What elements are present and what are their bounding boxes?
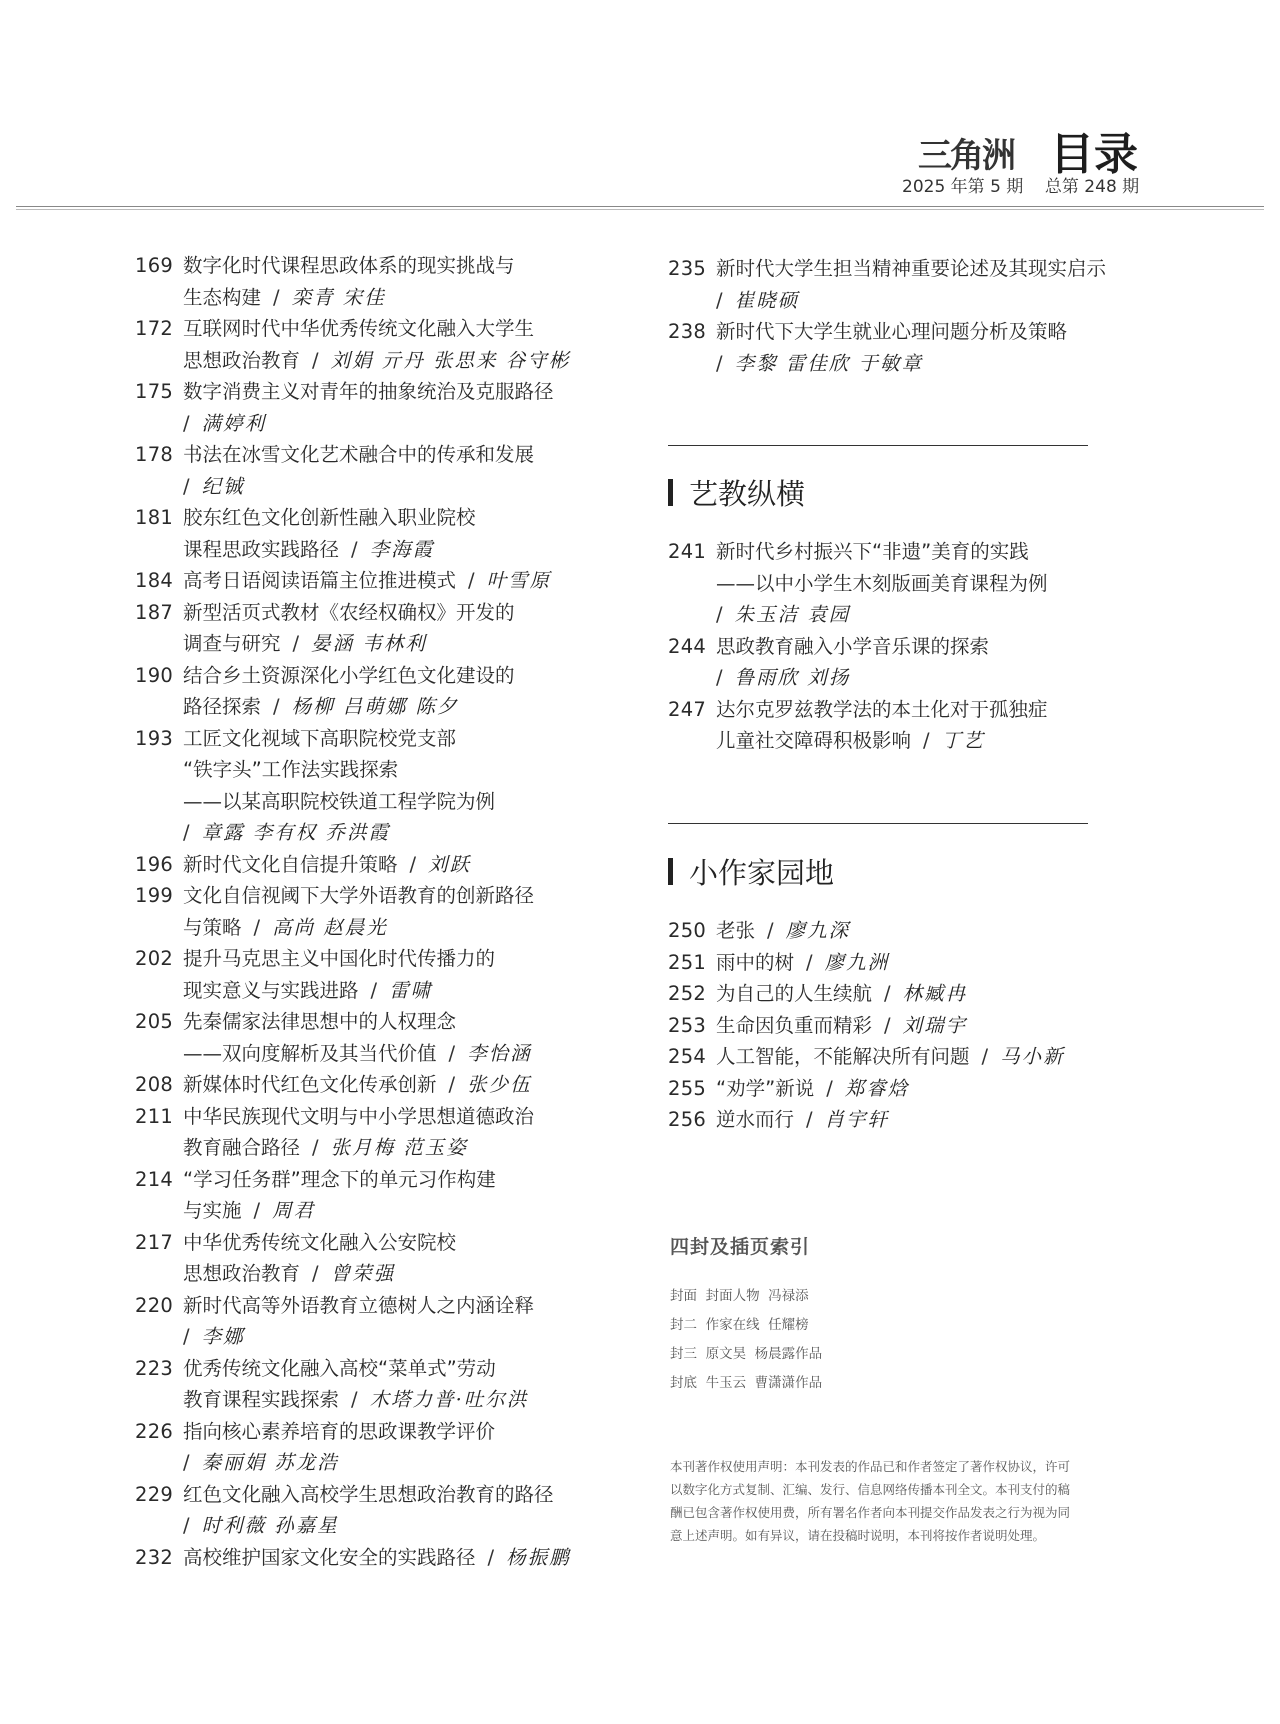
toc-line <box>135 597 595 629</box>
toc-line <box>135 534 595 566</box>
author-separator: / <box>981 1045 989 1068</box>
article-title: 文化自信视阈下大学外语教育的创新路径 <box>183 884 535 907</box>
toc-line <box>668 285 1128 317</box>
author-separator: / <box>409 852 417 876</box>
article-title: 指向核心素养培育的思政课教学评价 <box>183 1419 496 1443</box>
article-title: 书法在冰雪文化艺术融合中的传承和发展 <box>183 443 535 466</box>
toc-line <box>135 1447 595 1479</box>
author-names: 晏涵 韦林利 <box>311 632 427 655</box>
toc-entry <box>135 849 595 881</box>
author-names: 杨振鹏 <box>506 1545 571 1569</box>
article-title: 生态构建 <box>183 285 262 309</box>
article-title: “劝学”新说 <box>716 1076 815 1100</box>
toc-entry <box>135 880 595 943</box>
author-names: 叶雪原 <box>486 569 552 592</box>
author-names: 木塔力普·吐尔洪 <box>369 1388 529 1411</box>
page-number: 211 <box>135 1104 174 1128</box>
article-title: 新时代下大学生就业心理问题分析及策略 <box>716 320 1068 343</box>
toc-line <box>135 628 595 660</box>
toc-line <box>135 1006 595 1038</box>
header-divider <box>16 206 1264 210</box>
author-separator: / <box>253 915 261 939</box>
author-names: 刘跃 <box>428 852 472 876</box>
toc-entry <box>135 1164 595 1227</box>
article-title: 胶东红色文化创新性融入职业院校 <box>183 506 476 529</box>
author-separator: / <box>716 666 723 689</box>
cover-index-list <box>670 1282 822 1398</box>
author-separator: / <box>370 978 378 1002</box>
author-names: 曾荣强 <box>330 1262 396 1285</box>
toc-line <box>668 662 1128 694</box>
author-separator: / <box>312 348 319 372</box>
author-names: 郑睿焓 <box>844 1076 910 1100</box>
toc-section-writers <box>668 915 1128 1136</box>
article-title: 新媒体时代红色文化传承创新 <box>183 1073 437 1096</box>
article-title: 人工智能，不能解决所有问题 <box>716 1045 970 1068</box>
toc-line <box>135 1164 595 1196</box>
section-heading-arts <box>668 472 805 513</box>
article-title: 儿童社交障碍积极影响 <box>716 729 912 752</box>
author-separator: / <box>292 632 300 655</box>
issue-info: 2025 年第 5 期 总第 248 期 <box>902 177 1140 197</box>
toc-right-column <box>668 253 1128 379</box>
toc-entry <box>135 313 595 376</box>
page-number: 214 <box>135 1167 174 1191</box>
article-title: 调查与研究 <box>183 632 281 655</box>
author-names: 廖九洲 <box>824 950 890 974</box>
cover-index-item: 封二 作家在线 任耀榜 <box>670 1317 809 1333</box>
toc-entry <box>135 597 595 660</box>
toc-entry <box>668 316 1128 379</box>
toc-line <box>135 376 595 408</box>
article-title: 数字化时代课程思政体系的现实挑战与 <box>183 254 515 277</box>
article-title: 老张 <box>716 919 756 942</box>
author-names: 时利薇 孙嘉星 <box>201 1514 339 1537</box>
article-title: “学习任务群”理念下的单元习作构建 <box>183 1167 496 1191</box>
toc-line <box>668 599 1128 631</box>
toc-entry <box>668 631 1128 694</box>
author-names: 肖宇轩 <box>824 1108 890 1131</box>
page-number: 244 <box>668 634 707 658</box>
toc-section-arts <box>668 536 1128 757</box>
author-names: 鲁雨欣 刘扬 <box>734 666 851 689</box>
author-separator: / <box>351 537 358 561</box>
author-names: 纪铖 <box>201 474 245 498</box>
toc-line <box>135 282 595 314</box>
toc-entry <box>135 1227 595 1290</box>
toc-entry <box>135 1353 595 1416</box>
author-separator: / <box>183 1451 190 1474</box>
section-title: 艺教纵横 <box>689 477 806 511</box>
toc-line <box>135 1353 595 1385</box>
toc-line <box>135 975 595 1007</box>
toc-entry <box>135 1101 595 1164</box>
author-separator: / <box>716 603 723 626</box>
author-separator: / <box>767 919 774 942</box>
toc-line <box>135 1416 595 1448</box>
article-title: ——以中小学生木刻版画美育课程为例 <box>716 571 1048 595</box>
author-names: 雷啸 <box>389 978 433 1002</box>
article-title: 思想政治教育 <box>183 1262 301 1285</box>
page-number: 202 <box>135 947 174 970</box>
author-separator: / <box>273 695 280 718</box>
magazine-logo: 三角洲 <box>918 136 1014 176</box>
toc-line <box>668 568 1128 600</box>
toc-line <box>135 1132 595 1164</box>
toc-entry <box>135 439 595 502</box>
author-names: 杨柳 吕萌娜 陈夕 <box>291 695 459 718</box>
article-title: 新时代文化自信提升策略 <box>183 852 398 876</box>
page-number: 232 <box>135 1545 174 1569</box>
author-names: 刘瑞宇 <box>902 1013 968 1037</box>
article-title: 新时代大学生担当精神重要论述及其现实启示 <box>716 257 1107 280</box>
page-number: 187 <box>135 600 174 624</box>
author-separator: / <box>806 1108 813 1131</box>
article-title: 结合乡土资源深化小学红色文化建设的 <box>183 663 515 687</box>
cover-index-item: 封底 牛玉云 曹潇潇作品 <box>670 1375 823 1391</box>
article-title: 提升马克思主义中国化时代传播力的 <box>183 947 496 970</box>
toc-entry <box>135 1290 595 1353</box>
section-divider <box>668 445 1088 446</box>
page-number: 250 <box>668 919 707 942</box>
toc-entry <box>668 915 1128 947</box>
toc-line <box>135 1542 595 1574</box>
article-title: 新时代乡村振兴下“非遗”美育的实践 <box>716 540 1029 563</box>
toc-line <box>135 660 595 692</box>
page-number: 175 <box>135 380 174 403</box>
article-title: 中华民族现代文明与中小学思想道德政治 <box>183 1104 535 1128</box>
page-number: 235 <box>668 257 707 280</box>
article-title: 思政教育融入小学音乐课的探索 <box>716 634 990 658</box>
page-number: 255 <box>668 1076 707 1100</box>
article-title: “铁字头”工作法实践探索 <box>183 758 399 781</box>
author-names: 满婷利 <box>201 411 267 435</box>
page-number: 229 <box>135 1482 174 1506</box>
page-number: 253 <box>668 1013 707 1037</box>
toc-line <box>135 691 595 723</box>
toc-line <box>135 723 595 755</box>
author-separator: / <box>468 569 475 592</box>
author-separator: / <box>806 950 813 974</box>
article-title: 逆水而行 <box>716 1108 795 1131</box>
section-title: 小作家园地 <box>689 856 835 890</box>
toc-entry <box>135 250 595 313</box>
section-marker <box>668 858 673 885</box>
author-separator: / <box>253 1199 261 1222</box>
page-number: 241 <box>668 540 707 563</box>
article-title: 互联网时代中华优秀传统文化融入大学生 <box>183 317 535 340</box>
toc-line <box>135 943 595 975</box>
page-number: 205 <box>135 1010 174 1033</box>
toc-entry <box>668 947 1128 979</box>
article-title: 新时代高等外语教育立德树人之内涵诠释 <box>183 1293 535 1317</box>
toc-entry <box>668 1073 1128 1105</box>
article-title: 与策略 <box>183 915 242 939</box>
toc-line <box>668 915 1128 947</box>
toc-line <box>668 1041 1128 1073</box>
toc-line <box>135 880 595 912</box>
page-number: 178 <box>135 443 174 466</box>
article-title: 雨中的树 <box>716 950 795 974</box>
toc-line <box>668 316 1128 348</box>
toc-left-column <box>135 250 595 1573</box>
toc-line <box>135 471 595 503</box>
author-separator: / <box>716 351 723 375</box>
page-number: 251 <box>668 950 707 974</box>
page-number: 238 <box>668 320 707 343</box>
author-separator: / <box>448 1041 456 1065</box>
article-title: 数字消费主义对青年的抽象统治及克服路径 <box>183 380 554 403</box>
page-number: 223 <box>135 1356 174 1380</box>
page-number: 226 <box>135 1419 174 1443</box>
author-separator: / <box>826 1076 833 1100</box>
toc-line <box>668 348 1128 380</box>
page-number: 181 <box>135 506 174 529</box>
page-number: 190 <box>135 663 174 687</box>
toc-line <box>668 694 1128 726</box>
toc-entry <box>135 1479 595 1542</box>
toc-line <box>668 1010 1128 1042</box>
copyright-notice: 本刊著作权使用声明：本刊发表的作品已和作者签定了著作权协议，许可以数字化方式复制、汇编、发行、信息网络传播本刊全文。本刊支付的稿酬已包含著作权使用费，所有署名作者向本刊提交作品发表之行为视为同意上述声明。如有异议，请在投稿时说明，本刊将按作者说明处理。 <box>670 1459 1071 1543</box>
toc-line <box>135 849 595 881</box>
author-names: 李娜 <box>201 1325 245 1348</box>
page-number: 254 <box>668 1045 707 1068</box>
toc-entry <box>135 1069 595 1101</box>
toc-entry <box>668 1010 1128 1042</box>
toc-line <box>668 947 1128 979</box>
toc-entry <box>668 536 1128 631</box>
toc-entry <box>135 1006 595 1069</box>
toc-line <box>135 345 595 377</box>
toc-line <box>135 817 595 849</box>
toc-line <box>135 1479 595 1511</box>
author-separator: / <box>884 1013 891 1037</box>
cover-index-title: 四封及插页索引 <box>670 1236 811 1258</box>
toc-line <box>135 313 595 345</box>
author-separator: / <box>183 1514 190 1537</box>
page-number: 196 <box>135 852 174 876</box>
article-title: 教育课程实践探索 <box>183 1388 340 1411</box>
toc-line <box>135 1384 595 1416</box>
author-names: 朱玉洁 袁园 <box>734 603 851 626</box>
toc-entry <box>135 1542 595 1574</box>
cover-index-item: 封面 封面人物 冯禄添 <box>670 1288 809 1304</box>
toc-entry <box>135 723 595 849</box>
toc-line <box>135 1510 595 1542</box>
toc-entry <box>668 694 1128 757</box>
page-number: 256 <box>668 1108 707 1131</box>
page-title: 目录 <box>1050 129 1138 180</box>
article-title: 工匠文化视域下高职院校党支部 <box>183 726 457 750</box>
page-number: 247 <box>668 697 707 721</box>
article-title: ——以某高职院校铁道工程学院为例 <box>183 789 496 813</box>
author-separator: / <box>487 1545 495 1569</box>
toc-line <box>668 631 1128 663</box>
author-names: 刘娟 亓丹 张思来 谷守彬 <box>330 348 571 372</box>
author-names: 李海霞 <box>369 537 435 561</box>
toc-line <box>668 1073 1128 1105</box>
section-marker <box>668 479 673 506</box>
toc-entry <box>668 253 1128 316</box>
toc-line <box>668 978 1128 1010</box>
page-number: 184 <box>135 569 174 592</box>
page-number: 252 <box>668 982 707 1005</box>
author-names: 秦丽娟 苏龙浩 <box>201 1451 339 1474</box>
article-title: 红色文化融入高校学生思想政治教育的路径 <box>183 1482 554 1506</box>
article-title: 先秦儒家法律思想中的人权理念 <box>183 1010 457 1033</box>
article-title: 思想政治教育 <box>183 348 301 372</box>
article-title: 优秀传统文化融入高校“菜单式”劳动 <box>183 1356 496 1380</box>
page-number: 220 <box>135 1293 174 1317</box>
toc-entry <box>668 1041 1128 1073</box>
toc-line <box>135 1069 595 1101</box>
author-names: 马小新 <box>1000 1045 1065 1068</box>
article-title: 课程思政实践路径 <box>183 537 340 561</box>
toc-line <box>135 1321 595 1353</box>
page-number: 193 <box>135 726 174 750</box>
toc-line <box>135 408 595 440</box>
page-number: 199 <box>135 884 174 907</box>
toc-entry <box>135 565 595 597</box>
article-title: 教育融合路径 <box>183 1136 301 1159</box>
author-names: 李怡涵 <box>467 1041 532 1065</box>
article-title: 达尔克罗兹教学法的本土化对于孤独症 <box>716 697 1048 721</box>
toc-line <box>668 1104 1128 1136</box>
article-title: 现实意义与实践进路 <box>183 978 359 1002</box>
toc-line <box>135 786 595 818</box>
author-names: 林臧冉 <box>902 982 968 1005</box>
author-separator: / <box>884 982 891 1005</box>
page-number: 217 <box>135 1230 174 1254</box>
toc-line <box>135 250 595 282</box>
toc-line <box>668 536 1128 568</box>
article-title: 为自己的人生续航 <box>716 982 873 1005</box>
author-names: 丁艺 <box>941 729 985 752</box>
toc-line <box>135 439 595 471</box>
article-title: 高考日语阅读语篇主位推进模式 <box>183 569 457 592</box>
author-separator: / <box>716 288 723 312</box>
page-number: 169 <box>135 254 174 277</box>
toc-line <box>135 502 595 534</box>
toc-entry <box>668 978 1128 1010</box>
author-names: 张月梅 范玉姿 <box>330 1136 468 1159</box>
article-title: 与实施 <box>183 1199 242 1222</box>
author-separator: / <box>273 285 280 309</box>
author-names: 廖九深 <box>785 919 851 942</box>
article-title: 高校维护国家文化安全的实践路径 <box>183 1545 476 1569</box>
toc-entry <box>668 1104 1128 1136</box>
toc-line <box>668 725 1128 757</box>
section-heading-writers <box>668 851 834 892</box>
author-separator: / <box>183 411 190 435</box>
author-separator: / <box>183 821 190 844</box>
author-names: 张少伍 <box>467 1073 532 1096</box>
toc-line <box>135 1227 595 1259</box>
toc-line <box>135 1258 595 1290</box>
author-separator: / <box>183 474 190 498</box>
author-names: 李黎 雷佳欣 于敏章 <box>734 351 923 375</box>
page-number: 208 <box>135 1073 174 1096</box>
article-title: ——双向度解析及其当代价值 <box>183 1041 437 1065</box>
toc-line <box>135 1290 595 1322</box>
author-names: 栾青 宋佳 <box>291 285 386 309</box>
toc-entry <box>135 376 595 439</box>
toc-line <box>135 1195 595 1227</box>
toc-entry <box>135 660 595 723</box>
toc-line <box>135 1038 595 1070</box>
toc-line <box>135 754 595 786</box>
toc-entry <box>135 943 595 1006</box>
author-names: 崔晓硕 <box>734 288 800 312</box>
author-names: 章露 李有权 乔洪霞 <box>201 821 390 844</box>
toc-entry <box>135 1416 595 1479</box>
author-separator: / <box>312 1262 319 1285</box>
author-separator: / <box>923 729 930 752</box>
author-separator: / <box>183 1325 190 1348</box>
toc-line <box>668 253 1128 285</box>
author-separator: / <box>351 1388 358 1411</box>
section-divider <box>668 823 1088 824</box>
toc-line <box>135 912 595 944</box>
page-number: 172 <box>135 317 174 340</box>
cover-index-item: 封三 原文昊 杨晨露作品 <box>670 1346 823 1362</box>
article-title: 生命因负重而精彩 <box>716 1013 873 1037</box>
article-title: 中华优秀传统文化融入公安院校 <box>183 1230 457 1254</box>
author-separator: / <box>312 1136 319 1159</box>
article-title: 新型活页式教材《农经权确权》开发的 <box>183 600 515 624</box>
article-title: 路径探索 <box>183 695 262 718</box>
toc-line <box>135 565 595 597</box>
author-names: 周君 <box>272 1199 316 1222</box>
author-separator: / <box>448 1073 456 1096</box>
author-names: 高尚 赵晨光 <box>272 915 388 939</box>
toc-line <box>135 1101 595 1133</box>
toc-entry <box>135 502 595 565</box>
